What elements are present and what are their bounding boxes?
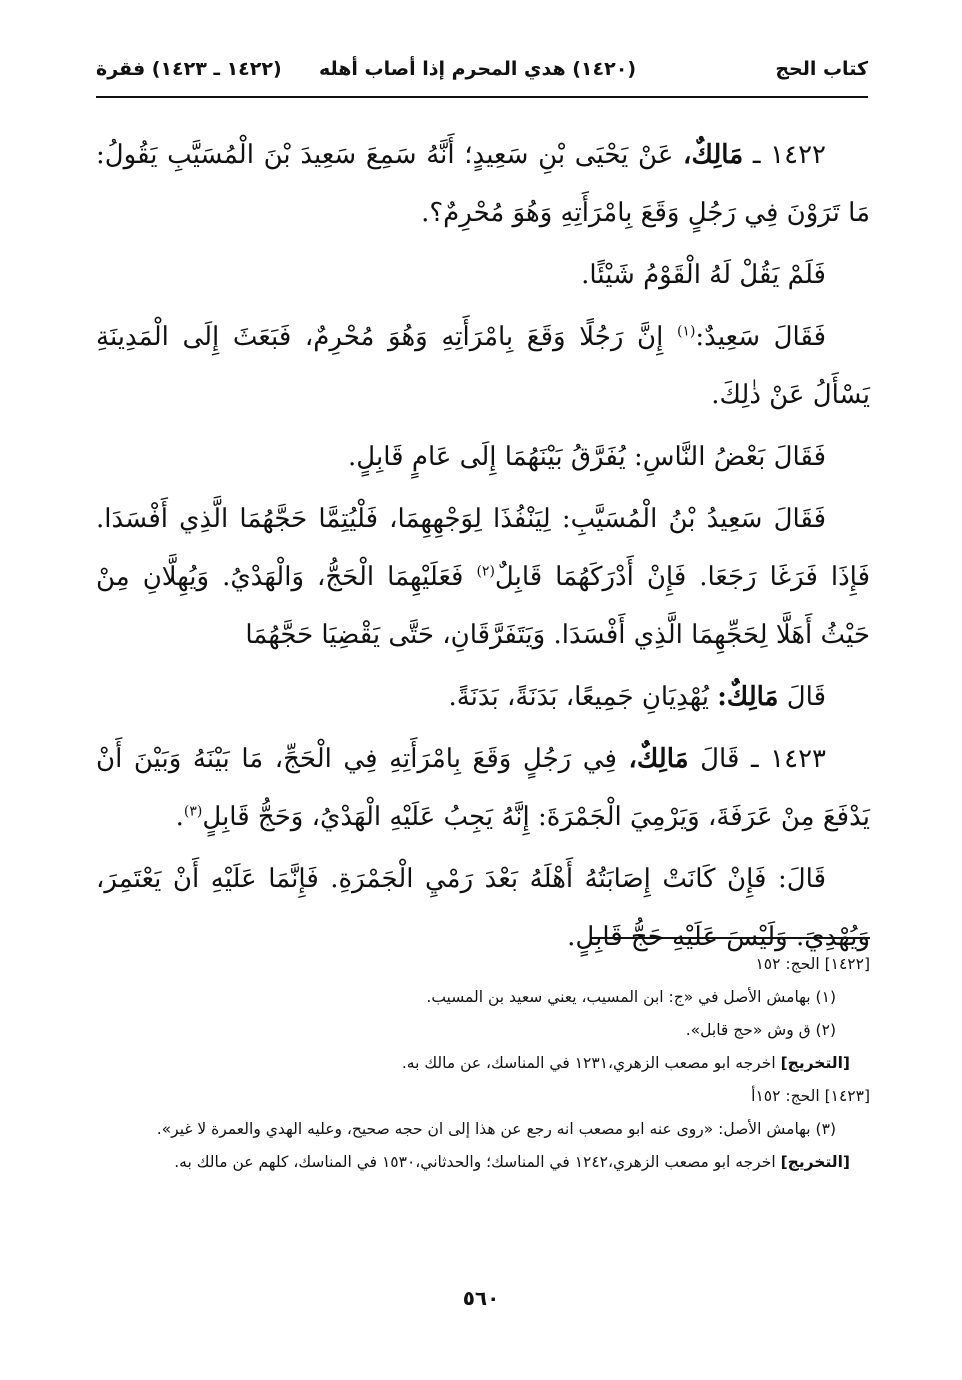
running-header xyxy=(96,52,868,92)
footnote-marker-2: (٢) xyxy=(476,563,495,580)
paragraph-number: ١٤٢٢ ـ xyxy=(752,140,827,170)
footnote-marker-3: (٣) xyxy=(183,803,203,820)
takhrij-note xyxy=(96,1047,870,1080)
paragraph-text: عَنْ يَحْيَى بْنِ سَعِيدٍ؛ أَنَّهُ سَمِعَ سَعِيدَ بْنَ الْمُسَيَّبِ يَقُولُ: مَا تَرَوْنَ فِي رَجُلٍ وَقَعَ بِامْرَأَتِهِ وَهُوَ مُحْرِمٌ؟. xyxy=(96,140,870,228)
text-segment: قَالَ xyxy=(700,744,740,774)
paragraph-1422 xyxy=(96,126,870,242)
text-segment: قَالَ xyxy=(786,682,826,712)
footnote-2: (٢) ق وش «حج قابل». xyxy=(685,1021,836,1039)
takhrij-note xyxy=(96,1146,870,1179)
paragraph-ibn-musayyib xyxy=(96,490,870,664)
footnotes xyxy=(96,948,870,1179)
page-number: ٥٦٠ xyxy=(462,1286,500,1310)
footnote-divider xyxy=(590,937,870,939)
text-segment: فَعَلَيْهِمَا الْحَجُّ، وَالْهَدْيُ. وَيُهِلَّانِ مِنْ حَيْثُ أَهَلَّا لِحَجِّهِمَا الَّذِي أَفْسَدَا. وَيَتَفَرَّقَانِ، حَتَّى يَقْضِيَا حَجَّهُمَا xyxy=(96,562,870,650)
paragraph-text: فَلَمْ يَقُلْ لَهُ الْقَوْمُ شَيْئًا. xyxy=(581,260,826,290)
narrator-name: مَالِكٌ: xyxy=(717,682,779,712)
footnote-1: (١) بهامش الأصل في «ج: ابن المسيب، يعني سعيد بن المسيب. xyxy=(426,988,836,1006)
paragraph-text: قَالَ: فَإِنْ كَانَتْ إِصَابَتُهُ أَهْلَهُ بَعْدَ رَمْيِ الْجَمْرَةِ. فَإِنَّمَا عَلَيْهِ أَنْ يَعْتَمِرَ، وَيُهْدِيَ. وَلَيْسَ عَلَيْهِ حَجُّ قَابِلٍ. xyxy=(96,864,870,952)
footnote-marker-1: (١) xyxy=(676,323,696,340)
paragraph-text: فَقَالَ بَعْضُ النَّاسِ: يُفَرَّقُ بَيْنَهُمَا إِلَى عَامٍ قَابِلٍ. xyxy=(348,442,826,472)
narrator-name: مَالِكٌ، xyxy=(628,744,689,774)
text-segment: إِنَّ رَجُلًا وَقَعَ بِامْرَأَتِهِ وَهُوَ مُحْرِمٌ، فَبَعَثَ إِلَى الْمَدِينَةِ يَسْأَلُ عَنْ ذٰلِكَ. xyxy=(96,322,870,410)
text-segment: فَقَالَ سَعِيدُ بْنُ الْمُسَيَّبِ: لِيَنْفُذَا لِوَجْهِهِمَا، فَلْيُتِمَّا حَجَّهُمَا الَّذِي أَفْسَدَا. فَإِذَا فَرَغَا رَجَعَا. فَإِنْ أَدْرَكَهُمَا قَابِلٌ xyxy=(96,504,871,592)
text-segment: يُهْدِيَانِ جَمِيعًا، بَدَنَةً، بَدَنَةً. xyxy=(448,682,709,712)
paragraph-malik-said xyxy=(96,668,870,726)
takhrij-text: اخرجه ابو مصعب الزهري،١٢٤٢ في المناسك؛ والحدثاني،١٥٣٠ في المناسك، كلهم عن مالك به. xyxy=(174,1153,776,1171)
book-title: كتاب الحج xyxy=(775,58,868,80)
paragraph-range: (١٤٢٢ ـ ١٤٢٣) فقرة xyxy=(96,58,282,80)
source-reference: [١٤٢٢] الحج: ١٥٢ xyxy=(755,955,870,973)
takhrij-label: [التخريج] xyxy=(780,1054,850,1072)
text-segment: . xyxy=(175,802,184,832)
footnote-3: (٣) بهامش الأصل: «روى عنه ابو مصعب انه رجع عن هذا إلى ان حجه صحيح، وعليه الهدي والعمرة لا غير». xyxy=(156,1120,836,1138)
text-segment: فَقَالَ سَعِيدٌ: xyxy=(695,322,826,352)
paragraph-1423 xyxy=(96,730,870,846)
main-text xyxy=(96,126,870,970)
chapter-title: (١٤٢٠) هدي المحرم إذا أصاب أهله xyxy=(318,58,636,80)
source-reference: [١٤٢٣] الحج: ١٥٢أ xyxy=(751,1087,870,1105)
narrator-name: مَالِكٌ، xyxy=(683,140,744,170)
takhrij-label: [التخريج] xyxy=(780,1153,850,1171)
text-segment: فِي رَجُلٍ وَقَعَ بِامْرَأَتِهِ فِي الْحَجِّ، مَا بَيْنَهُ وَبَيْنَ أَنْ يَدْفَعَ مِنْ عَرَفَةَ، وَيَرْمِيَ الْجَمْرَةَ: إِنَّهُ يَجِبُ عَلَيْهِ الْهَدْيُ، وَحَجُّ قَابِلٍ xyxy=(96,744,870,832)
paragraph-number: ١٤٢٣ ـ xyxy=(750,744,827,774)
takhrij-text: اخرجه ابو مصعب الزهري،١٢٣١ في المناسك، عن مالك به. xyxy=(401,1054,776,1072)
paragraph-said-saeed xyxy=(96,308,870,424)
header-divider xyxy=(96,96,868,98)
